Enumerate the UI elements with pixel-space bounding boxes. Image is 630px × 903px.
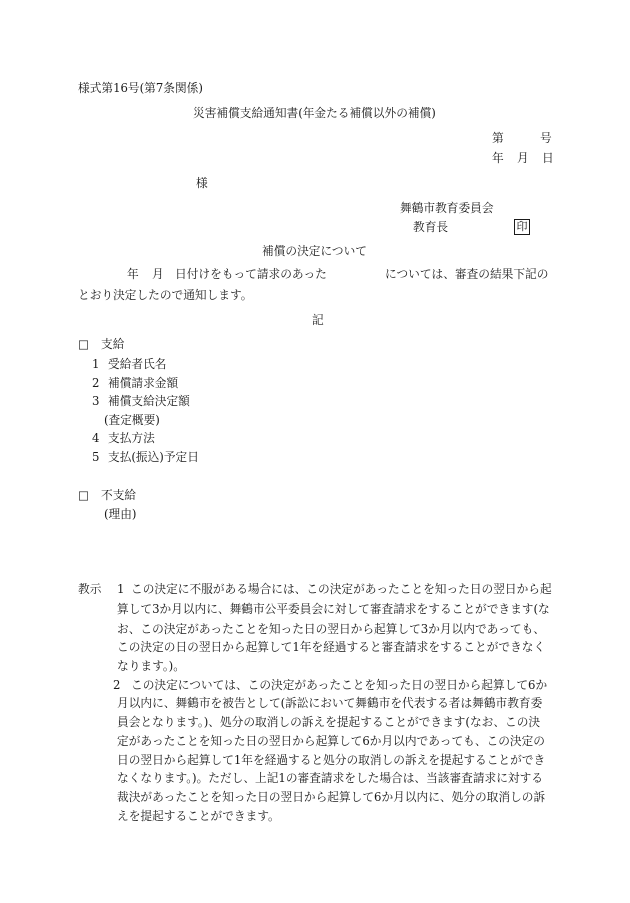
- date-month: 月: [517, 151, 529, 165]
- notice-line: この決定の日の翌日から起算して1年を経過すると審査請求をすることができなく: [117, 640, 546, 654]
- subject-line: 補償の決定について: [262, 244, 367, 258]
- form-number: 様式第16号(第7条関係): [78, 81, 203, 95]
- body-claim-text: 日付けをもって請求のあった: [175, 267, 327, 281]
- notice-line: なります。)。: [117, 659, 185, 673]
- ki-heading: 記: [312, 313, 324, 327]
- notice-line: えを提起することができます。: [117, 809, 280, 823]
- notice-item-number: 2: [113, 678, 121, 692]
- payment-item-number: 1: [92, 357, 100, 371]
- sender-organization: 舞鶴市教育委員会: [400, 201, 494, 215]
- body-year: 年: [127, 267, 139, 281]
- nonpayment-reason-note: (理由): [104, 507, 137, 521]
- body-month: 月: [152, 267, 164, 281]
- payment-checkbox: □: [78, 337, 90, 351]
- notice-line: 裁決があったことを知った日の翌日から起算して6か月以内に、処分の取消しの訴: [117, 790, 546, 804]
- sender-title: 教育長: [413, 220, 449, 234]
- body-result-text: については、審査の結果下記の: [385, 267, 549, 281]
- payment-item-number: 3: [92, 394, 100, 408]
- notice-item-number: 1: [117, 582, 125, 596]
- addressee-honorific: 様: [196, 176, 208, 190]
- notice-line: 月以内に、舞鶴市を被告として(訴訟において舞鶴市を代表する者は舞鶴市教育委: [117, 696, 543, 710]
- notice-line: この決定に不服がある場合には、この決定があったことを知った日の翌日から起: [131, 582, 552, 596]
- payment-item-number: 4: [92, 431, 100, 445]
- date-year: 年: [492, 151, 504, 165]
- doc-number-prefix: 第: [492, 131, 504, 145]
- body-line-2: とおり決定したので通知します。: [78, 288, 253, 302]
- doc-number-suffix: 号: [540, 131, 552, 145]
- date-day: 日: [542, 151, 554, 165]
- payment-item-payment-method: 支払方法: [108, 431, 155, 445]
- nonpayment-checkbox: □: [78, 488, 90, 502]
- document-title: 災害補償支給通知書(年金たる補償以外の補償): [193, 106, 436, 120]
- payment-item-claim-amount: 補償請求金額: [108, 376, 179, 390]
- notice-line: なくなります。)。ただし、上記1の審査請求をした場合は、当該審査請求に対する: [117, 771, 543, 785]
- notice-label: 教示: [78, 582, 102, 596]
- notice-line: 員会となります。)、処分の取消しの訴えを提起することができます(なお、この決: [117, 715, 541, 729]
- payment-item-number: 5: [92, 450, 100, 464]
- assessment-note: (査定概要): [104, 413, 160, 427]
- seal-mark: 印: [514, 219, 530, 235]
- notice-line: 定があったことを知った日の翌日から起算して6か月以内であっても、この決定の: [117, 734, 545, 748]
- payment-item-recipient-name: 受給者氏名: [108, 357, 167, 371]
- notice-line: この決定については、この決定があったことを知った日の翌日から起算して6か: [131, 678, 548, 692]
- notice-line: 日の翌日から起算して1年を経過すると処分の取消しの訴えを提起することができ: [117, 753, 546, 767]
- payment-label: 支給: [101, 337, 125, 351]
- payment-item-number: 2: [92, 376, 100, 390]
- notice-line: 算して3か月以内に、舞鶴市公平委員会に対して審査請求をすることができます(な: [117, 602, 550, 616]
- notice-line: お、この決定があったことを知った日の翌日から起算して3か月以内であっても、: [117, 622, 545, 636]
- payment-item-decided-amount: 補償支給決定額: [108, 394, 190, 408]
- nonpayment-label: 不支給: [101, 488, 137, 502]
- payment-item-scheduled-date: 支払(振込)予定日: [108, 450, 199, 464]
